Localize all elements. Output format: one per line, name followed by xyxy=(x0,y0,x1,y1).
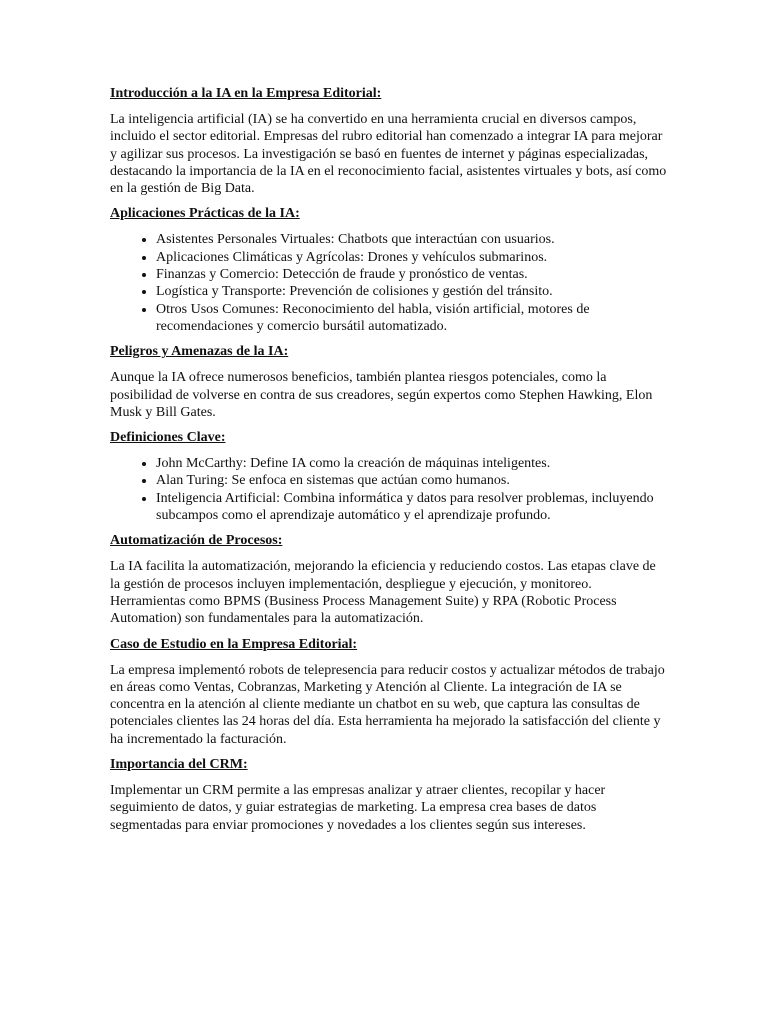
list-item: • Inteligencia Artificial: Combina informática y datos para resolver problemas, incluyendo subcampos como el aprendizaje automático y el aprendizaje profundo. xyxy=(156,490,668,525)
section-heading: Importancia del CRM: xyxy=(110,757,248,773)
list-item: • Asistentes Personales Virtuales: Chatbots que interactúan con usuarios. xyxy=(156,231,668,248)
list-item: • Logística y Transporte: Prevención de colisiones y gestión del tránsito. xyxy=(156,283,668,300)
section-paragraph: Implementar un CRM permite a las empresas analizar y atraer clientes, recopilar y hacer seguimiento de datos, y guiar estrategias de marketing. La empresa crea bases de datos segmentadas para enviar promociones y novedades a los clientes según sus intereses. xyxy=(110,783,606,833)
section-heading: Aplicaciones Prácticas de la IA: xyxy=(110,206,300,222)
section-introduction xyxy=(110,85,668,197)
list-item: • John McCarthy: Define IA como la creación de máquinas inteligentes. xyxy=(156,455,668,472)
list-item: • Aplicaciones Climáticas y Agrícolas: Drones y vehículos submarinos. xyxy=(156,249,668,266)
section-definitions xyxy=(110,429,668,524)
section-dangers xyxy=(110,343,668,421)
section-crm xyxy=(110,756,668,834)
bullet-list xyxy=(110,455,668,524)
section-automation xyxy=(110,532,668,627)
section-heading: Peligros y Amenazas de la IA: xyxy=(110,344,289,360)
section-applications xyxy=(110,205,668,335)
section-paragraph: La IA facilita la automatización, mejorando la eficiencia y reduciendo costos. Las etapas clave de la gestión de procesos incluyen implementación, despliegue y ejecución, y monitoreo. Herramientas como BPMS (Business Process Management Suite) y RPA (Robotic Process Automation) son fundamentales para la automatización. xyxy=(110,559,656,627)
section-case-study xyxy=(110,636,668,748)
list-item: • Finanzas y Comercio: Detección de fraude y pronóstico de ventas. xyxy=(156,266,668,283)
section-heading: Caso de Estudio en la Empresa Editorial: xyxy=(110,636,358,652)
section-paragraph: La empresa implementó robots de telepresencia para reducir costos y actualizar métodos de trabajo en áreas como Ventas, Cobranzas, Marketing y Atención al Cliente. La integración de IA se concentra en la atención al cliente mediante un chatbot en su web, que captura las consultas de potenciales clientes las 24 horas del día. Esta herramienta ha mejorado la satisfacción del cliente y ha incrementado la facturación. xyxy=(110,662,665,747)
list-item: • Otros Usos Comunes: Reconocimiento del habla, visión artificial, motores de recomendaciones y comercio bursátil automatizado. xyxy=(156,301,668,336)
section-paragraph: Aunque la IA ofrece numerosos beneficios, también plantea riesgos potenciales, como la posibilidad de volverse en contra de sus creadores, según expertos como Stephen Hawking, Elon Musk y Bill Gates. xyxy=(110,370,653,420)
section-heading: Introducción a la IA en la Empresa Editorial: xyxy=(110,86,382,101)
section-paragraph: La inteligencia artificial (IA) se ha convertido en una herramienta crucial en diversos campos, incluido el sector editorial. Empresas del rubro editorial han comenzado a integrar IA para mejorar y agilizar sus procesos. La investigación se basó en fuentes de internet y páginas especializadas, destacando la importancia de la IA en el reconocimiento facial, asistentes virtuales y bots, así como en la gestión de Big Data. xyxy=(110,112,667,197)
section-heading: Automatización de Procesos: xyxy=(110,533,283,549)
list-item: • Alan Turing: Se enfoca en sistemas que actúan como humanos. xyxy=(156,472,668,489)
section-heading: Definiciones Clave: xyxy=(110,430,226,446)
bullet-list xyxy=(110,231,668,335)
